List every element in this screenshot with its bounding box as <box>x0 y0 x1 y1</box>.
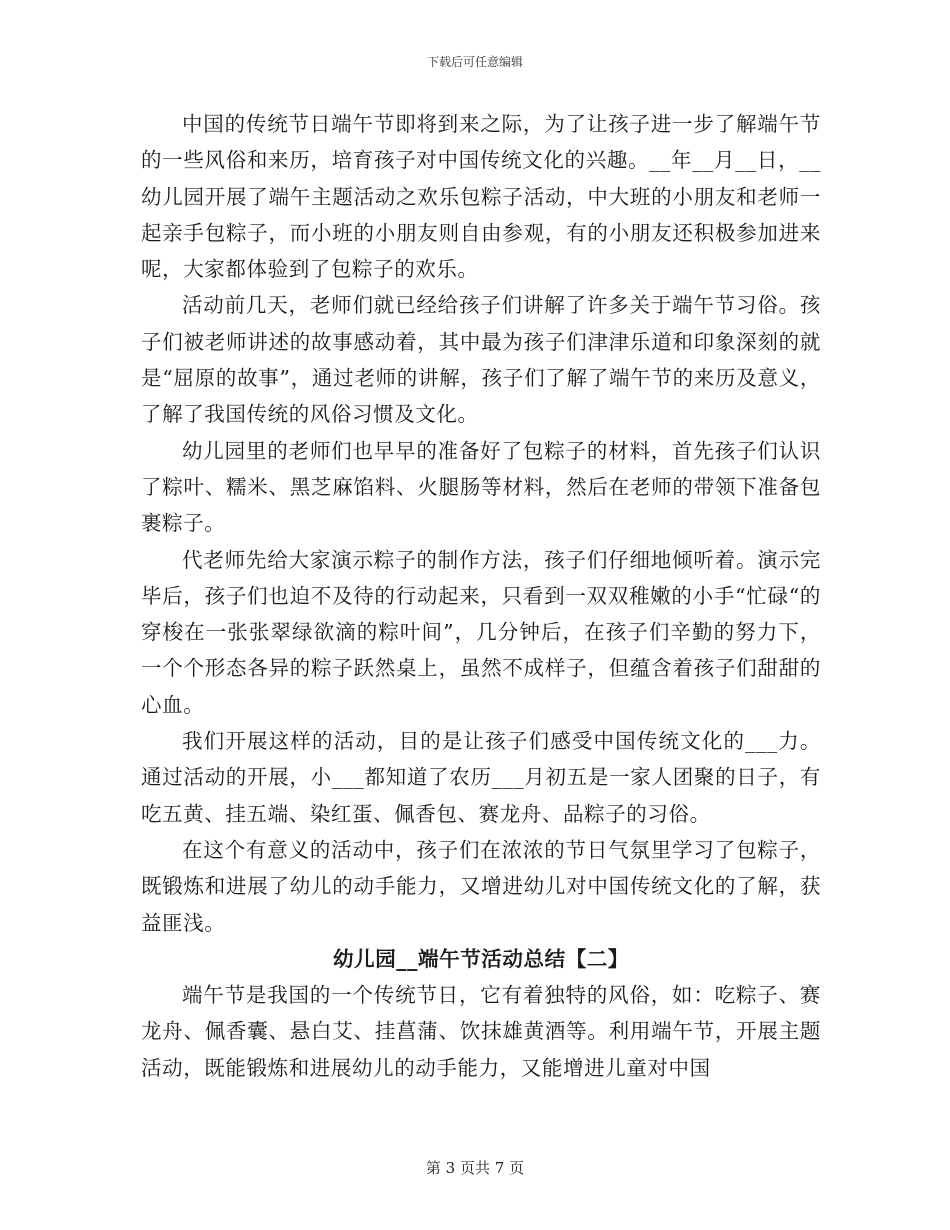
paragraph-preparation: 活动前几天，老师们就已经给孩子们讲解了许多关于端午节习俗。孩子们被老师讲述的故事感动着，其中最为孩子们津津乐道和印象深刻的就是“屈原的故事”，通过老师的讲解，孩子们了解了端午节的来历及意义，了解了我国传统的风俗习惯及文化。 <box>141 293 821 427</box>
page-header-note: 下载后可任意编辑 <box>426 55 523 69</box>
paragraph-conclusion: 在这个有意义的活动中，孩子们在浓浓的节日气氛里学习了包粽子，既锻炼和进展了幼儿的动手能力，又增进幼儿对中国传统文化的了解，获益匪浅。 <box>141 837 821 935</box>
paragraph-purpose: 我们开展这样的活动，目的是让孩子们感受中国传统文化的___力。通过活动的开展，小___都知道了农历___月初五是一家人团聚的日子，有吃五黄、挂五端、染红蛋、佩香包、赛龙舟、品粽子的习俗。 <box>141 729 821 826</box>
page-number-footer: 第 3 页共 7 页 <box>425 1159 525 1177</box>
paragraph-intro: 中国的传统节日端午节即将到来之际，为了让孩子进一步了解端午节的一些风俗和来历，培育孩子对中国传统文化的兴趣。__年__月__日，__幼儿园开展了端午主题活动之欢乐包粽子活动，中大班的小朋友和老师一起亲手包粽子，而小班的小朋友则自由参观，有的小朋友还积极参加进来呢，大家都体验到了包粽子的欢乐。 <box>141 112 821 282</box>
document-body <box>141 106 821 1086</box>
paragraph-materials: 幼儿园里的老师们也早早的准备好了包粽子的材料，首先孩子们认识了粽叶、糯米、黑芝麻馅料、火腿肠等材料，然后在老师的带领下准备包裹粽子。 <box>141 438 821 536</box>
section-title: 幼儿园__端午节活动总结【二】 <box>333 946 629 971</box>
paragraph-demonstration: 代老师先给大家演示粽子的制作方法，孩子们仔细地倾听着。演示完毕后，孩子们也迫不及待的行动起来，只看到一双双稚嫩的小手“忙碌“的穿梭在一张张翠绿欲滴的粽叶间”，几分钟后，在孩子们辛勤的努力下，一个个形态各异的粽子跃然桌上，虽然不成样子，但蕴含着孩子们甜甜的心血。 <box>141 547 821 717</box>
paragraph-section-two-intro: 端午节是我国的一个传统节日，它有着独特的风俗，如：吃粽子、赛龙舟、佩香囊、悬白艾、挂菖蒲、饮抹雄黄酒等。利用端午节，开展主题活动，既能锻炼和进展幼儿的动手能力，又能增进儿童对中国 <box>141 983 821 1080</box>
